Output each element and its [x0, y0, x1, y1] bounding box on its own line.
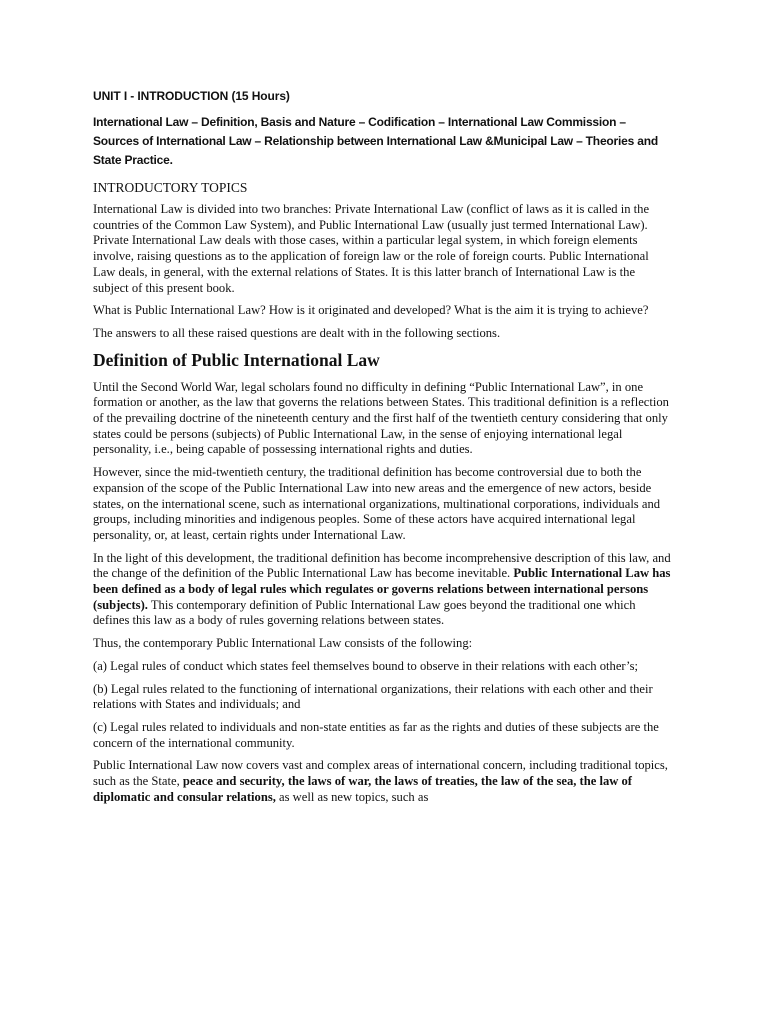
intro-paragraph: International Law is divided into two branches: Private International Law (conflict of laws as it is called in the countries of the Common Law System), and Public International Law (usually just termed International Law). Private International Law deals with those cases, within a particular legal system, in which foreign elements involve, raising questions as to the application of foreign law or the role of foreign courts. Public International Law deals, in general, with the external relations of States. It is this latter branch of International Law is the subject of this present book. — [93, 202, 650, 295]
final-paragraph-end: as well as new topics, such as — [275, 789, 429, 804]
definition-paragraph-2: However, since the mid-twentieth century, the traditional definition has become controversial due to both the expansion of the scope of the Public International Law into new areas and the emergence of new actors, beside states, on the international scene, such as international organizations, multinational corporations, individuals and groups, including minorities and indigenous peoples. Some of these actors have acquired international legal personality, or, at least, certain rights under International Law. — [93, 465, 661, 542]
section-heading: Definition of Public International Law — [93, 349, 380, 370]
question-paragraph: What is Public International Law? How is it originated and developed? What is the aim it is trying to achieve? — [93, 303, 649, 318]
list-item-c: (c) Legal rules related to individuals and non-state entities as far as the rights and duties of these subjects are the concern of the international community. — [93, 719, 659, 750]
paragraph-3-end: This contemporary definition of Public International Law goes beyond the traditional one which defines this law as a body of rules governing relations between states. — [93, 597, 636, 628]
definition-paragraph-1: Until the Second World War, legal scholars found no difficulty in defining “Public International Law”, in one formation or another, as the law that governs the relations between States. This traditional definition is a reflection of the prevailing doctrine of the nineteenth century and the first half of the twentieth century considering that only states could be persons (subjects) of Public International Law, in the sense of enjoying international legal personality, i.e., being capable of possessing international rights and duties. — [93, 379, 669, 457]
document-page — [93, 87, 671, 813]
answers-paragraph: The answers to all these raised questions are dealt with in the following sections. — [93, 325, 501, 340]
definition-paragraph-3 — [93, 551, 671, 630]
list-item-a: (a) Legal rules of conduct which states feel themselves bound to observe in their relations with each other’s; — [93, 658, 638, 673]
paragraph-3-bold: Public International Law has been defined as a body of legal rules which regulates or governs relations between international persons (subjects). — [93, 566, 671, 612]
final-paragraph-start: Public International Law now covers vast and complex areas of international concern, including traditional topics, such as the State, — [93, 758, 668, 789]
introductory-topics-heading: INTRODUCTORY TOPICS — [93, 180, 248, 195]
syllabus-text: International Law – Definition, Basis and Nature – Codification – International Law Commission – Sources of International Law – Relationship between International Law &Municipal Law – Theories and State Practice. — [93, 115, 658, 167]
final-paragraph-bold: peace and security, the laws of war, the laws of treaties, the law of the sea, the law of diplomatic and consular relations, — [93, 774, 633, 804]
unit-title: UNIT I - INTRODUCTION (15 Hours) — [93, 89, 290, 103]
list-item-b: (b) Legal rules related to the functioning of international organizations, their relations with each other and their relations with States and individuals; and — [93, 681, 653, 712]
paragraph-3-start: In the light of this development, the traditional definition has become incomprehensive description of this law, and the change of the definition of the Public International Law has become inevitable. — [93, 550, 671, 581]
thus-paragraph: Thus, the contemporary Public International Law consists of the following: — [93, 636, 473, 651]
final-paragraph — [93, 758, 671, 805]
